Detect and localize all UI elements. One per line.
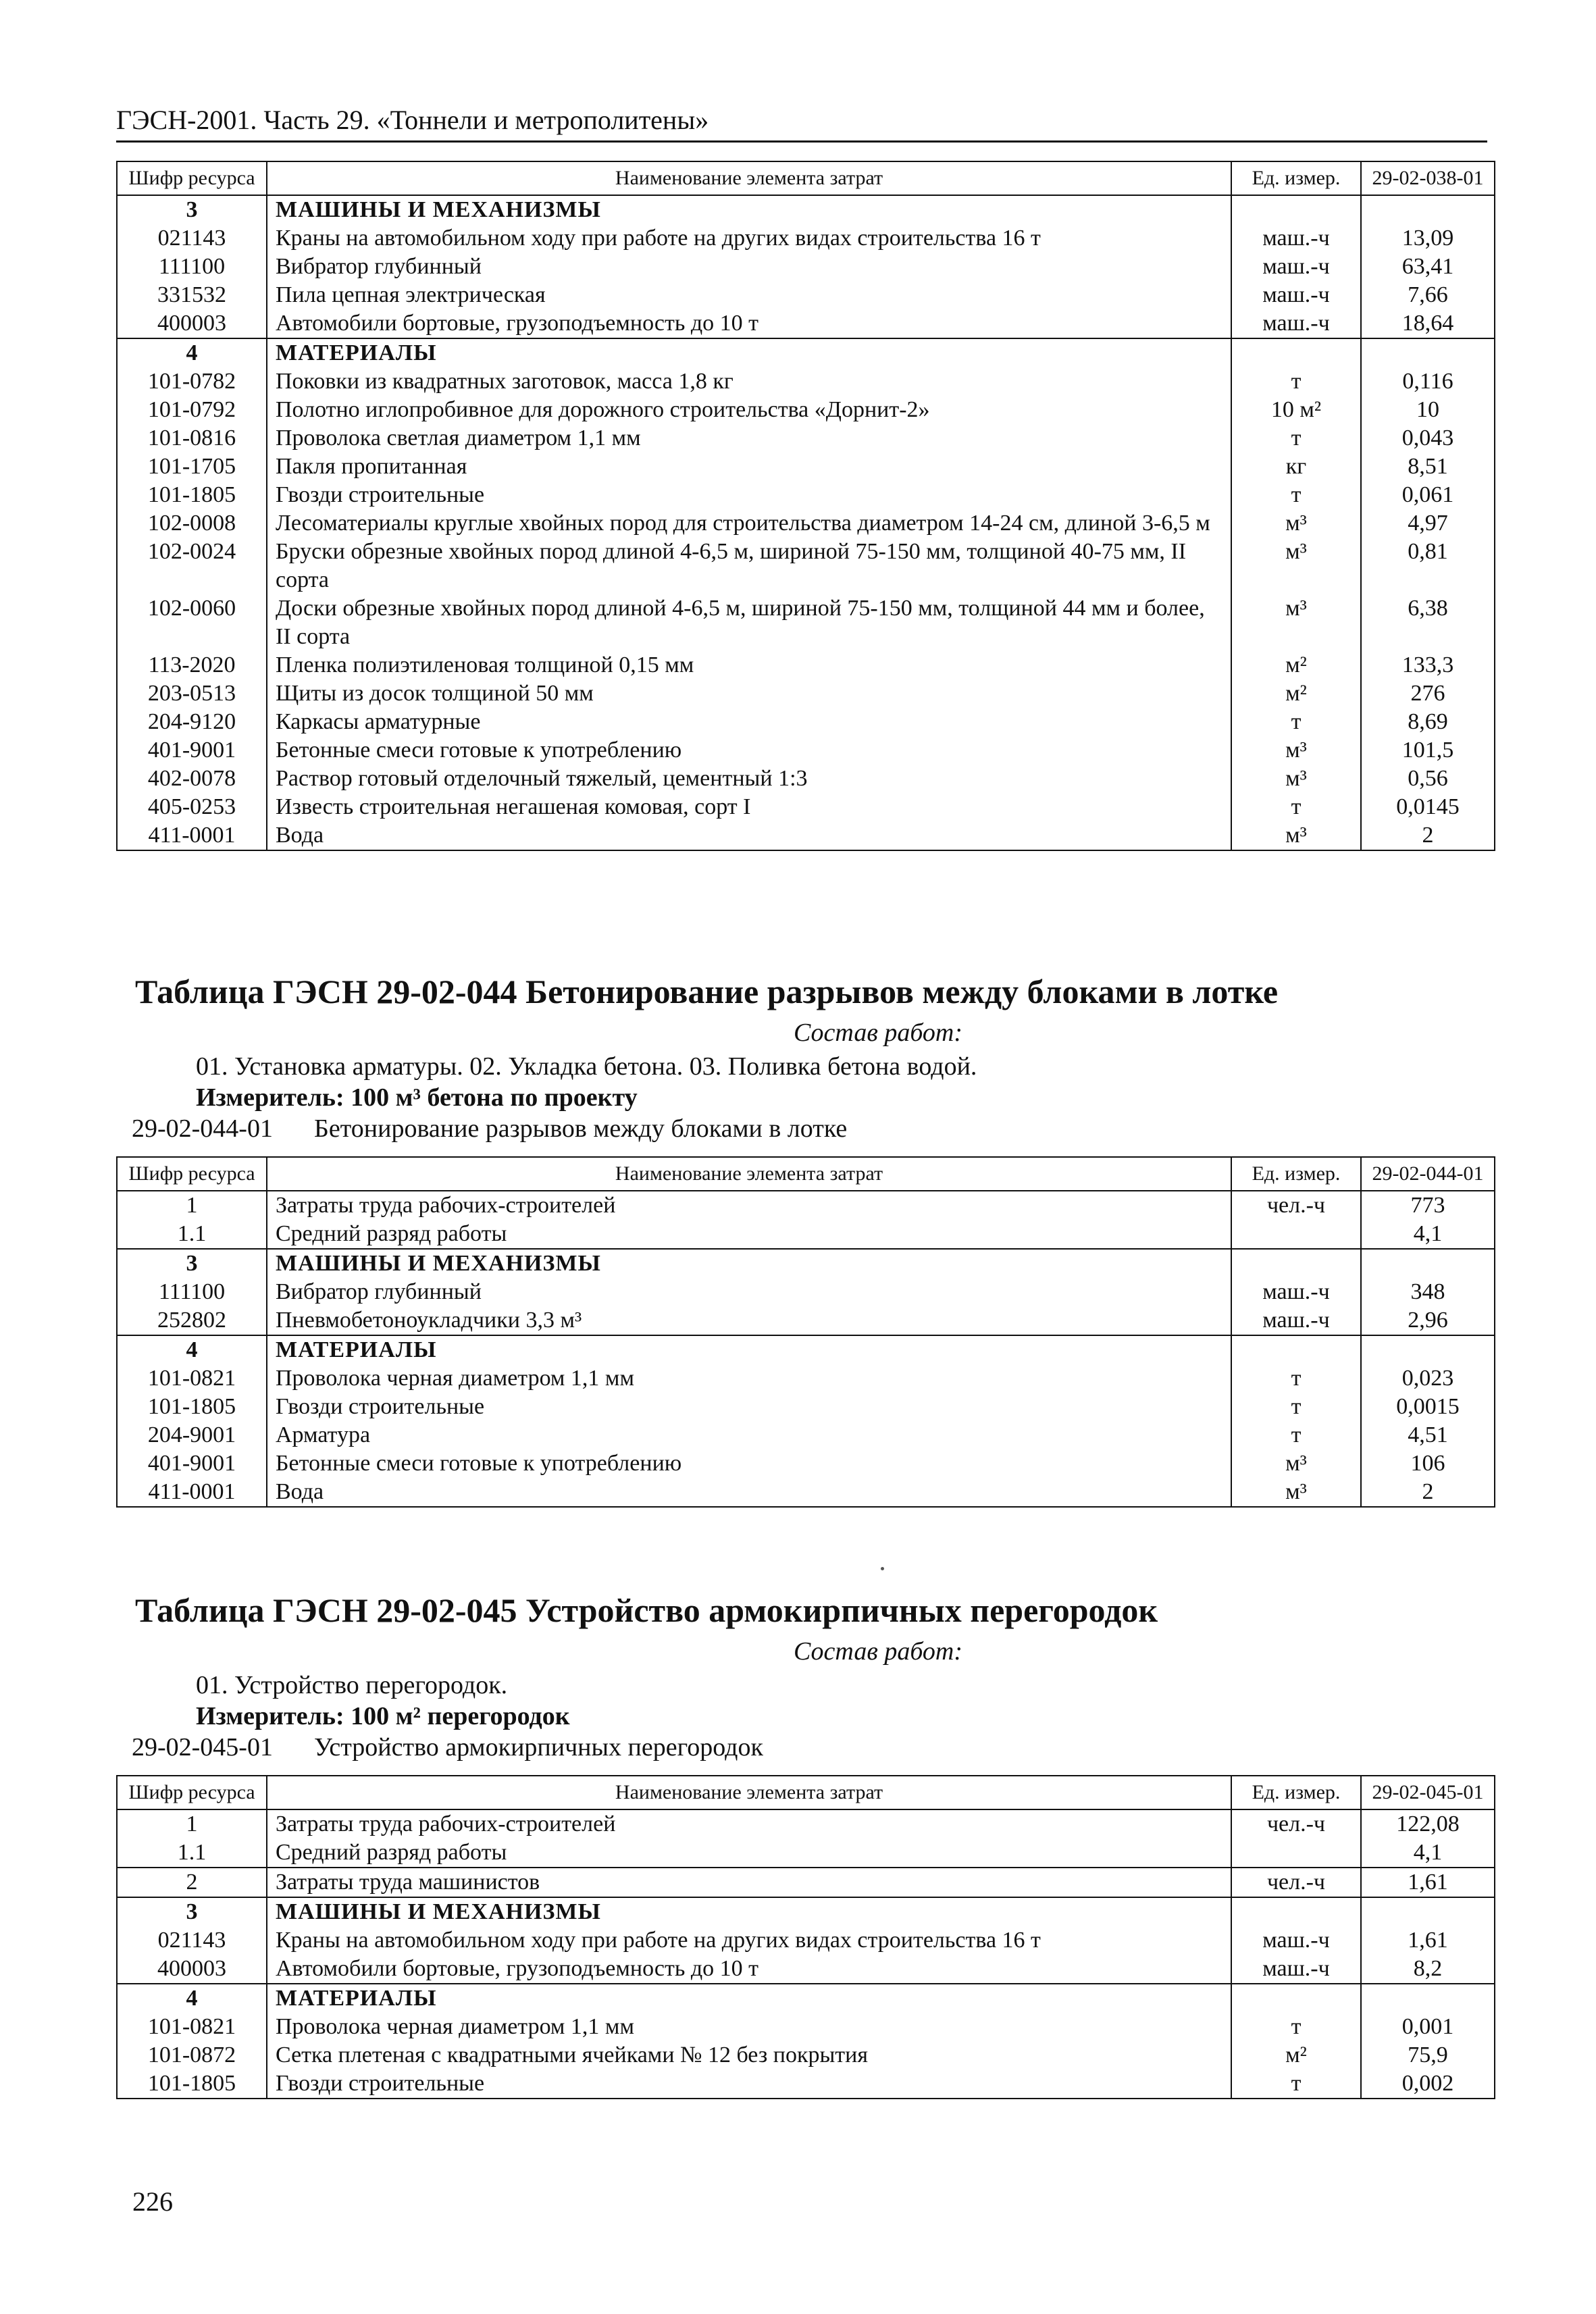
table-row [117, 2013, 1495, 2041]
resource-name: Краны на автомобильном ходу при работе на других видах строительства 16 т [267, 224, 1231, 253]
page-number: 226 [132, 2186, 173, 2217]
resource-name: Затраты труда рабочих-строителей [267, 1191, 1231, 1220]
resource-name: МАШИНЫ И МЕХАНИЗМЫ [267, 1897, 1231, 1926]
meter: Измеритель: 100 м² перегородок [196, 1702, 570, 1730]
resource-name: Пневмобетоноукладчики 3,3 м³ [267, 1306, 1231, 1335]
unit: м² [1231, 651, 1361, 679]
table-row [117, 594, 1495, 651]
norm-value [1361, 1249, 1495, 1278]
table-row [117, 1191, 1495, 1220]
table-row [117, 509, 1495, 538]
unit: м³ [1231, 1478, 1361, 1507]
item-line [132, 1113, 847, 1144]
section-row [117, 1897, 1495, 1926]
table-row [117, 708, 1495, 736]
resource-code: 101-0821 [117, 2013, 267, 2041]
resource-name: Сетка плетеная с квадратными ячейками № 12 без покрытия [267, 2041, 1231, 2069]
table-row [117, 1449, 1495, 1478]
resource-name: Арматура [267, 1421, 1231, 1449]
unit: маш.-ч [1231, 1926, 1361, 1955]
unit: маш.-ч [1231, 253, 1361, 281]
unit: чел.-ч [1231, 1868, 1361, 1897]
table-row [117, 1364, 1495, 1393]
resource-code: 401-9001 [117, 1449, 267, 1478]
norm-value: 0,0145 [1361, 793, 1495, 821]
norm-value: 13,09 [1361, 224, 1495, 253]
resource-name: Пила цепная электрическая [267, 281, 1231, 309]
table-row [117, 1278, 1495, 1306]
resource-name: Пленка полиэтиленовая толщиной 0,15 мм [267, 651, 1231, 679]
col-header-item-code: 29-02-038-01 [1361, 161, 1495, 195]
resource-code: 400003 [117, 309, 267, 338]
resource-name: Полотно иглопробивное для дорожного строительства «Дорнит-2» [267, 396, 1231, 424]
resource-code: 101-0782 [117, 367, 267, 396]
resource-code: 203-0513 [117, 679, 267, 708]
norm-value: 63,41 [1361, 253, 1495, 281]
col-header-item-code: 29-02-045-01 [1361, 1776, 1495, 1809]
unit [1231, 1984, 1361, 2013]
norm-value: 0,116 [1361, 367, 1495, 396]
section-row [117, 338, 1495, 367]
norm-value: 2,96 [1361, 1306, 1495, 1335]
resource-table [116, 161, 1495, 851]
resource-code: 101-1705 [117, 453, 267, 481]
resource-code: 4 [117, 1984, 267, 2013]
unit: м² [1231, 2041, 1361, 2069]
unit: м³ [1231, 1449, 1361, 1478]
unit: т [1231, 1393, 1361, 1421]
resource-code: 2 [117, 1868, 267, 1897]
unit [1231, 1335, 1361, 1364]
work-composition: 01. Устройство перегородок. [196, 1671, 508, 1699]
table-row [117, 1839, 1495, 1868]
item-name: Бетонирование разрывов между блоками в лотке [314, 1114, 848, 1143]
table-row [117, 1955, 1495, 1984]
unit: т [1231, 2069, 1361, 2099]
table-title: Таблица ГЭСН 29-02-044 Бетонирование разрывов между блоками в лотке [135, 973, 1279, 1010]
resource-code: 4 [117, 338, 267, 367]
resource-name: Средний разряд работы [267, 1220, 1231, 1249]
resource-code: 401-9001 [117, 736, 267, 765]
resource-name: МАШИНЫ И МЕХАНИЗМЫ [267, 195, 1231, 224]
resource-code: 411-0001 [117, 1478, 267, 1507]
table-row [117, 224, 1495, 253]
unit [1231, 195, 1361, 224]
item-code: 29-02-044-01 [132, 1114, 273, 1143]
resource-table [116, 1156, 1495, 1508]
table-row [117, 281, 1495, 309]
table-29-02-038 [116, 161, 1494, 851]
resource-code: 1.1 [117, 1220, 267, 1249]
resource-name: Бетонные смеси готовые к употреблению [267, 736, 1231, 765]
unit: маш.-ч [1231, 281, 1361, 309]
norm-value: 8,69 [1361, 708, 1495, 736]
norm-value [1361, 195, 1495, 224]
meter: Измеритель: 100 м³ бетона по проекту [196, 1083, 638, 1112]
resource-code: 101-0821 [117, 1364, 267, 1393]
col-header-unit: Ед. измер. [1231, 161, 1361, 195]
unit: м³ [1231, 821, 1361, 850]
resource-code: 101-0816 [117, 424, 267, 453]
resource-name: Автомобили бортовые, грузоподъемность до 10 т [267, 1955, 1231, 1984]
resource-code: 021143 [117, 1926, 267, 1955]
unit: т [1231, 367, 1361, 396]
resource-code: 1 [117, 1809, 267, 1839]
unit: маш.-ч [1231, 1306, 1361, 1335]
norm-value: 4,51 [1361, 1421, 1495, 1449]
resource-name: Проволока черная диаметром 1,1 мм [267, 1364, 1231, 1393]
norm-value: 276 [1361, 679, 1495, 708]
resource-code: 204-9120 [117, 708, 267, 736]
norm-value: 0,81 [1361, 538, 1495, 594]
resource-name: Гвозди строительные [267, 2069, 1231, 2099]
work-composition: 01. Установка арматуры. 02. Укладка бетона. 03. Поливка бетона водой. [196, 1052, 977, 1081]
table-row [117, 765, 1495, 793]
resource-code: 101-1805 [117, 2069, 267, 2099]
resource-code: 1.1 [117, 1839, 267, 1868]
resource-name: Каркасы арматурные [267, 708, 1231, 736]
table-title: Таблица ГЭСН 29-02-045 Устройство армокирпичных перегородок [135, 1591, 1158, 1629]
resource-table [116, 1775, 1495, 2099]
resource-code: 102-0060 [117, 594, 267, 651]
resource-code: 102-0008 [117, 509, 267, 538]
norm-value: 1,61 [1361, 1926, 1495, 1955]
table-row [117, 253, 1495, 281]
unit: м³ [1231, 594, 1361, 651]
norm-value: 7,66 [1361, 281, 1495, 309]
norm-value: 2 [1361, 1478, 1495, 1507]
resource-name: Пакля пропитанная [267, 453, 1231, 481]
norm-value: 122,08 [1361, 1809, 1495, 1839]
norm-value: 8,2 [1361, 1955, 1495, 1984]
table-row [117, 736, 1495, 765]
norm-value [1361, 1335, 1495, 1364]
resource-name: Проволока черная диаметром 1,1 мм [267, 2013, 1231, 2041]
resource-code: 252802 [117, 1306, 267, 1335]
resource-name: Доски обрезные хвойных пород длиной 4-6,5 м, шириной 75-150 мм, толщиной 44 мм и более, II сорта [267, 594, 1231, 651]
resource-code: 102-0024 [117, 538, 267, 594]
resource-code: 204-9001 [117, 1421, 267, 1449]
table-row [117, 2041, 1495, 2069]
unit [1231, 1249, 1361, 1278]
table-29-02-044 [116, 1156, 1494, 1508]
resource-code: 3 [117, 1897, 267, 1926]
norm-value: 4,1 [1361, 1839, 1495, 1868]
resource-code: 3 [117, 1249, 267, 1278]
resource-name: Гвозди строительные [267, 1393, 1231, 1421]
item-name: Устройство армокирпичных перегородок [314, 1733, 763, 1762]
norm-value: 0,061 [1361, 481, 1495, 509]
norm-value [1361, 338, 1495, 367]
norm-value [1361, 1897, 1495, 1926]
table-row [117, 1421, 1495, 1449]
unit: маш.-ч [1231, 1955, 1361, 1984]
resource-name: Затраты труда рабочих-строителей [267, 1809, 1231, 1839]
unit: т [1231, 424, 1361, 453]
col-header-name: Наименование элемента затрат [267, 161, 1231, 195]
col-header-name: Наименование элемента затрат [267, 1776, 1231, 1809]
table-row [117, 453, 1495, 481]
section-row [117, 1984, 1495, 2013]
resource-name: Затраты труда машинистов [267, 1868, 1231, 1897]
unit: т [1231, 708, 1361, 736]
unit: чел.-ч [1231, 1191, 1361, 1220]
resource-code: 101-1805 [117, 481, 267, 509]
norm-value: 2 [1361, 821, 1495, 850]
unit: т [1231, 793, 1361, 821]
resource-code: 411-0001 [117, 821, 267, 850]
unit: м³ [1231, 538, 1361, 594]
norm-value: 10 [1361, 396, 1495, 424]
resource-code: 113-2020 [117, 651, 267, 679]
resource-name: Краны на автомобильном ходу при работе на других видах строительства 16 т [267, 1926, 1231, 1955]
table-row [117, 2069, 1495, 2099]
resource-name: Щиты из досок толщиной 50 мм [267, 679, 1231, 708]
table-row [117, 1393, 1495, 1421]
resource-code: 101-0872 [117, 2041, 267, 2069]
col-header-unit: Ед. измер. [1231, 1157, 1361, 1191]
table-row [117, 538, 1495, 594]
resource-name: Раствор готовый отделочный тяжелый, цементный 1:3 [267, 765, 1231, 793]
norm-value: 133,3 [1361, 651, 1495, 679]
col-header-name: Наименование элемента затрат [267, 1157, 1231, 1191]
unit [1231, 338, 1361, 367]
resource-name: Вибратор глубинный [267, 253, 1231, 281]
resource-name: Известь строительная негашеная комовая, сорт I [267, 793, 1231, 821]
norm-value: 0,0015 [1361, 1393, 1495, 1421]
unit: т [1231, 2013, 1361, 2041]
resource-code: 3 [117, 195, 267, 224]
table-row [117, 1478, 1495, 1507]
table-row [117, 821, 1495, 850]
resource-code: 101-1805 [117, 1393, 267, 1421]
table-row [117, 1926, 1495, 1955]
resource-code: 4 [117, 1335, 267, 1364]
unit: м² [1231, 679, 1361, 708]
resource-code: 1 [117, 1191, 267, 1220]
unit: т [1231, 481, 1361, 509]
unit: маш.-ч [1231, 224, 1361, 253]
resource-name: Бруски обрезные хвойных пород длиной 4-6,5 м, шириной 75-150 мм, толщиной 40-75 мм, II сорта [267, 538, 1231, 594]
col-header-unit: Ед. измер. [1231, 1776, 1361, 1809]
unit [1231, 1839, 1361, 1868]
section-row [117, 1249, 1495, 1278]
norm-value: 1,61 [1361, 1868, 1495, 1897]
unit: м³ [1231, 736, 1361, 765]
norm-value: 6,38 [1361, 594, 1495, 651]
resource-code: 111100 [117, 253, 267, 281]
unit [1231, 1897, 1361, 1926]
running-header: ГЭСН-2001. Часть 29. «Тоннели и метрополитены» [116, 103, 1487, 143]
norm-value: 0,002 [1361, 2069, 1495, 2099]
table-row [117, 1306, 1495, 1335]
col-header-item-code: 29-02-044-01 [1361, 1157, 1495, 1191]
resource-name: Поковки из квадратных заготовок, масса 1,8 кг [267, 367, 1231, 396]
norm-value: 101,5 [1361, 736, 1495, 765]
unit: маш.-ч [1231, 1278, 1361, 1306]
resource-name: Бетонные смеси готовые к употреблению [267, 1449, 1231, 1478]
col-header-code: Шифр ресурса [117, 1157, 267, 1191]
unit: т [1231, 1421, 1361, 1449]
resource-name: Гвозди строительные [267, 481, 1231, 509]
table-row [117, 651, 1495, 679]
resource-code: 021143 [117, 224, 267, 253]
table-row [117, 481, 1495, 509]
resource-name: МАШИНЫ И МЕХАНИЗМЫ [267, 1249, 1231, 1278]
resource-name: Вода [267, 1478, 1231, 1507]
resource-name: Лесоматериалы круглые хвойных пород для строительства диаметром 14-24 см, длиной 3-6,5 м [267, 509, 1231, 538]
resource-name: МАТЕРИАЛЫ [267, 1984, 1231, 2013]
resource-code: 405-0253 [117, 793, 267, 821]
resource-code: 101-0792 [117, 396, 267, 424]
resource-code: 400003 [117, 1955, 267, 1984]
resource-name: Проволока светлая диаметром 1,1 мм [267, 424, 1231, 453]
table-row [117, 679, 1495, 708]
norm-value: 0,001 [1361, 2013, 1495, 2041]
table-row [117, 1809, 1495, 1839]
item-code: 29-02-045-01 [132, 1733, 273, 1762]
resource-name: Средний разряд работы [267, 1839, 1231, 1868]
section-row [117, 1335, 1495, 1364]
table-29-02-045 [116, 1775, 1494, 2099]
norm-value: 348 [1361, 1278, 1495, 1306]
composition-label: Состав работ: [793, 1637, 963, 1666]
unit: м³ [1231, 765, 1361, 793]
resource-name: Автомобили бортовые, грузоподъемность до 10 т [267, 309, 1231, 338]
norm-value: 106 [1361, 1449, 1495, 1478]
unit: 10 м² [1231, 396, 1361, 424]
section-row [117, 195, 1495, 224]
norm-value: 0,043 [1361, 424, 1495, 453]
table-row [117, 309, 1495, 338]
col-header-code: Шифр ресурса [117, 161, 267, 195]
norm-value: 0,56 [1361, 765, 1495, 793]
norm-value: 8,51 [1361, 453, 1495, 481]
resource-name: Вибратор глубинный [267, 1278, 1231, 1306]
table-row [117, 424, 1495, 453]
norm-value: 4,1 [1361, 1220, 1495, 1249]
unit: м³ [1231, 509, 1361, 538]
norm-value: 4,97 [1361, 509, 1495, 538]
table-row [117, 367, 1495, 396]
unit: маш.-ч [1231, 309, 1361, 338]
norm-value: 0,023 [1361, 1364, 1495, 1393]
resource-name: МАТЕРИАЛЫ [267, 338, 1231, 367]
unit: кг [1231, 453, 1361, 481]
resource-code: 111100 [117, 1278, 267, 1306]
norm-value [1361, 1984, 1495, 2013]
unit [1231, 1220, 1361, 1249]
unit: чел.-ч [1231, 1809, 1361, 1839]
norm-value: 773 [1361, 1191, 1495, 1220]
resource-name: МАТЕРИАЛЫ [267, 1335, 1231, 1364]
norm-value: 75,9 [1361, 2041, 1495, 2069]
table-row [117, 396, 1495, 424]
composition-label: Состав работ: [793, 1019, 963, 1047]
resource-code: 331532 [117, 281, 267, 309]
unit: т [1231, 1364, 1361, 1393]
resource-name: Вода [267, 821, 1231, 850]
speck [881, 1567, 884, 1570]
table-row [117, 1868, 1495, 1897]
norm-value: 18,64 [1361, 309, 1495, 338]
item-line [132, 1732, 763, 1763]
col-header-code: Шифр ресурса [117, 1776, 267, 1809]
table-row [117, 793, 1495, 821]
table-row [117, 1220, 1495, 1249]
resource-code: 402-0078 [117, 765, 267, 793]
